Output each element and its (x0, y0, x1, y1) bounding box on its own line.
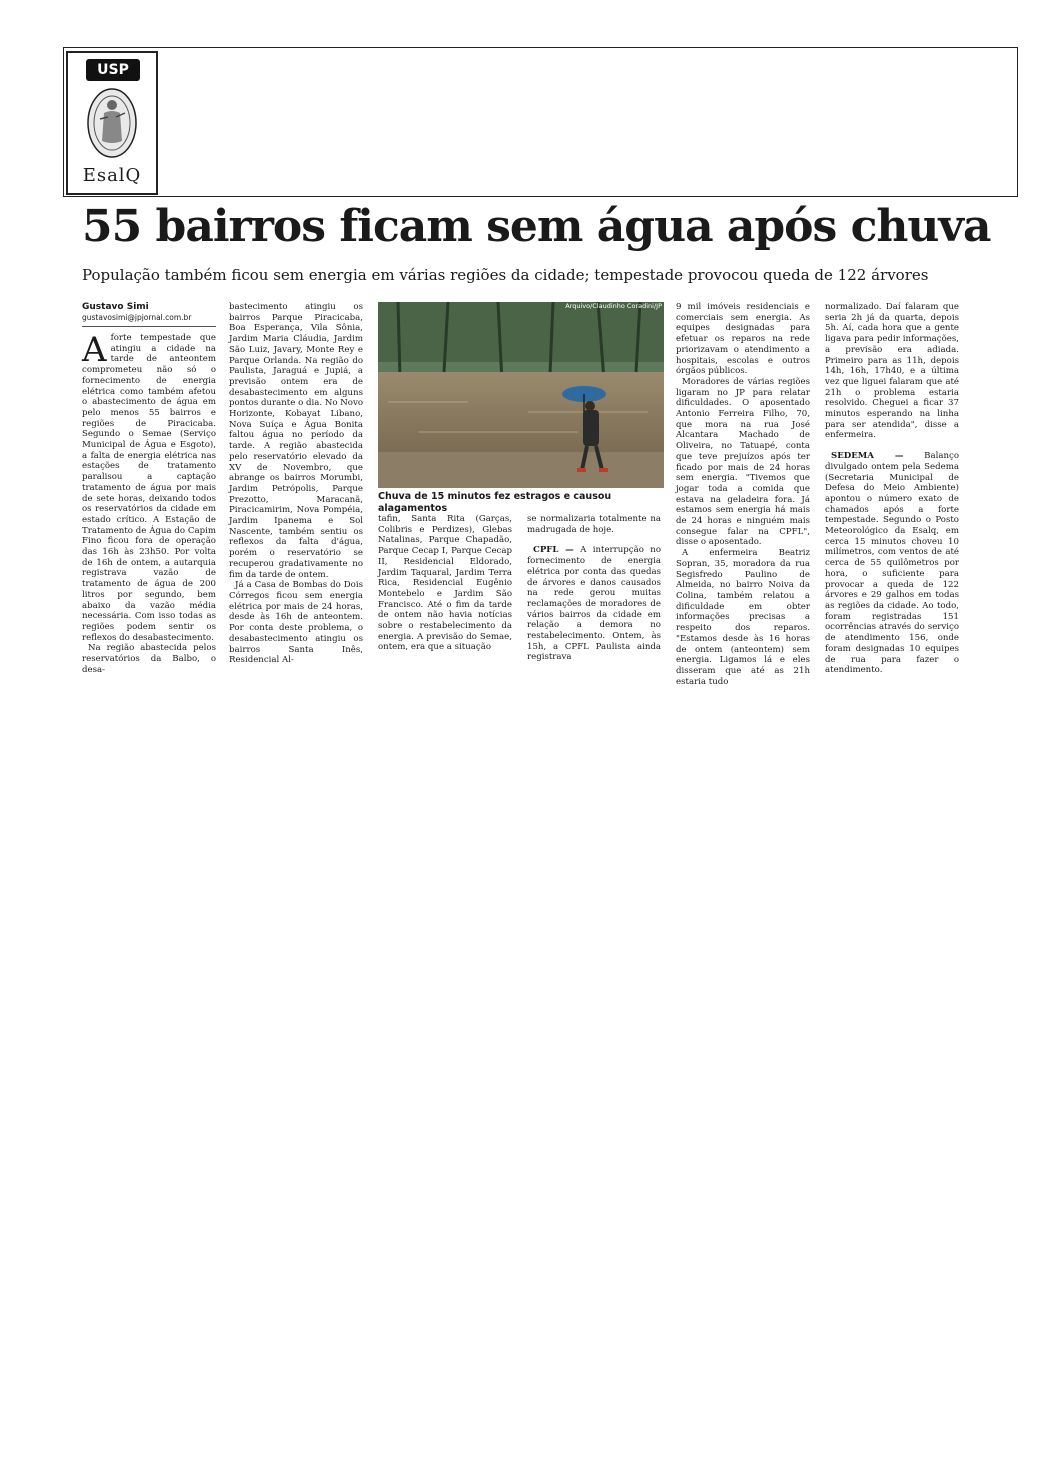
esalq-logo (66, 51, 158, 195)
usp-logo-text: USP (86, 59, 140, 81)
photo-credit: Arquivo/Claudinho Coradini/JP (565, 302, 662, 310)
subheadline: População também ficou sem energia em várias regiões da cidade; tempestade provocou queda de 122 árvores (82, 266, 929, 284)
article-column-1 (82, 302, 216, 676)
article-column-6 (825, 302, 959, 676)
photo-caption: Chuva de 15 minutos fez estragos e causou alagamentos (378, 491, 612, 514)
flood-photo (378, 302, 664, 488)
byline-email: gustavosimi@jpjornal.com.br (82, 313, 216, 327)
article-column-3 (378, 514, 512, 653)
paragraph: 9 mil imóveis residenciais e comerciais sem energia. As equipes designadas para efetuar os reparos na rede priorizavam o atendimento a hospitais, escolas e outros órgãos públicos. (676, 302, 810, 377)
paragraph: normalizado. Daí falaram que seria 2h já da quarta, depois 5h. Aí, cada hora que a gente ligava para pedir informações, a previsão era adiada. Primeiro para as 11h, depois 14h, 16h, 17h40, e a última vez que liguei falaram que até 21h o problema estaria resolvido. Cheguei a ficar 37 minutos esperando na linha para ser atendida", disse a enfermeira. (825, 302, 959, 441)
paragraph: Já a Casa de Bombas do Dois Córregos ficou sem energia elétrica por mais de 24 horas, desde às 16h de anteontem. Por conta deste problema, o desabastecimento atingiu os bairros Santa Inês, Residencial Al- (229, 580, 363, 666)
paragraph: tafin, Santa Rita (Garças, Colibris e Perdizes), Glebas Natalinas, Parque Chapadão, Parque Cecap I, Parque Cecap II, Residencial Eldorado, Jardim Taquaral, Jardim Terra Rica, Residencial Eugênio Montebelo e Jardim São Francisco. Até o fim da tarde de ontem não havia notícias sobre o restabelecimento da energia. A previsão do Semae, ontem, era que a situação (378, 514, 512, 653)
paragraph: se normalizaria totalmente na madrugada de hoje. (527, 514, 661, 535)
article-column-2 (229, 302, 363, 666)
header-frame (63, 47, 1018, 197)
article-column-4 (527, 514, 661, 663)
esalq-logo-text: EsalQ (82, 165, 142, 186)
headline: 55 bairros ficam sem água após chuva (82, 201, 991, 252)
paragraph: Na região abastecida pelos reservatórios da Balbo, o desa- (82, 643, 216, 675)
article-column-5 (676, 302, 810, 687)
seal-figure-icon (78, 83, 146, 163)
paragraph: Moradores de várias regiões ligaram no JP para relatar dificuldades. O aposentado Antonio Ferreira Filho, 70, que mora na rua José Alcantara Machado de Oliveira, no Tatuapé, conta que teve prejuízos após ter ficado por mais de 24 horas sem energia. "Tivemos que jogar toda a comida que estava na geladeira fora. Já estamos sem energia há mais de 24 horas e ninguém mais consegue falar na CPFL", disse o aposentado. (676, 376, 810, 548)
paragraph: SEDEMA — Balanço divulgado ontem pela Sedema (Secretaria Municipal de Defesa do Meio Ambiente) apontou o número exato de chamados após a forte tempestade. Segundo o Posto Meteorológico da Esalq, em cerca 15 minutos choveu 10 milímetros, com ventos de até cerca de 55 quilômetros por hora, o suficiente para provocar a queda de 122 árvores e 29 galhos em todas as regiões da cidade. Ao todo, foram registradas 151 ocorrências através do serviço de atendimento 156, onde foram designadas 10 equipes de rua para fazer o atendimento. (825, 451, 960, 676)
paragraph: Aforte tempestade que atingiu a cidade na tarde de anteontem comprometeu não só o fornecimento de energia elétrica como também afetou o abastecimento de água em pelo menos 55 bairros e regiões de Piracicaba. Segundo o Semae (Serviço Municipal de Água e Esgoto), a falta de energia elétrica nas estações de tratamento paralisou a captação tratamento de água por mais de sete horas, deixando todos os reservatórios da cidade em estado crítico. A Estação de Tratamento de Água do Capim Fino ficou fora de operação das 16h às 23h50. Por volta de 16h de ontem, a autarquia registrava vazão de tratamento de água de 200 litros por segundo, bem abaixo da vazão média necessária. Com isso todas as regiões podem sentir os reflexos do desabastecimento. (82, 330, 216, 643)
byline-author: Gustavo Simi (82, 302, 149, 312)
drop-cap: A (82, 330, 107, 370)
section-lead: CPFL — (533, 545, 574, 556)
paragraph: bastecimento atingiu os bairros Parque Piracicaba, Boa Esperança, Vila Sônia, Jardim Maria Cláudia, Jardim São Luiz, Javary, Monte Rey e Parque Orlanda. Na região do Paulista, Jaraguá e Jupiá, a previsão ontem era de desabastecimento em alguns pontos durante o dia. No Novo Horizonte, Kobayat Libano, Nova Suíça e Água Bonita faltou água no período da tarde. A região abastecida pelo reservatório elevado da XV de Novembro, que abrange os bairros Morumbi, Jardim Petrópolis, Parque Prezotto, Maracanã, Piracicamirim, Nova Pompéia, Jardim Ipanema e Sol Nascente, também sentiu os reflexos da falta d'água, porém o reservatório se recuperou gradativamente no fim da tarde de ontem. (229, 302, 363, 580)
section-lead: SEDEMA — (831, 451, 904, 462)
paragraph: A enfermeira Beatriz Sopran, 35, moradora da rua Segisfredo Paulino de Almeida, no bairro Noiva da Colina, também relatou a dificuldade em obter informações precisas a respeito dos reparos. "Estamos desde às 16 horas de ontem (anteontem) sem energia. Ligamos lá e eles disseram que até as 21h estaria tudo (676, 548, 810, 687)
paragraph: CPFL — A interrupção no fornecimento de energia elétrica por conta das quedas de árvores e danos causados na rede gerou muitas reclamações de moradores de vários bairros da cidade em relação a demora no restabelecimento. Ontem, às 15h, a CPFL Paulista ainda registrava (527, 545, 662, 663)
